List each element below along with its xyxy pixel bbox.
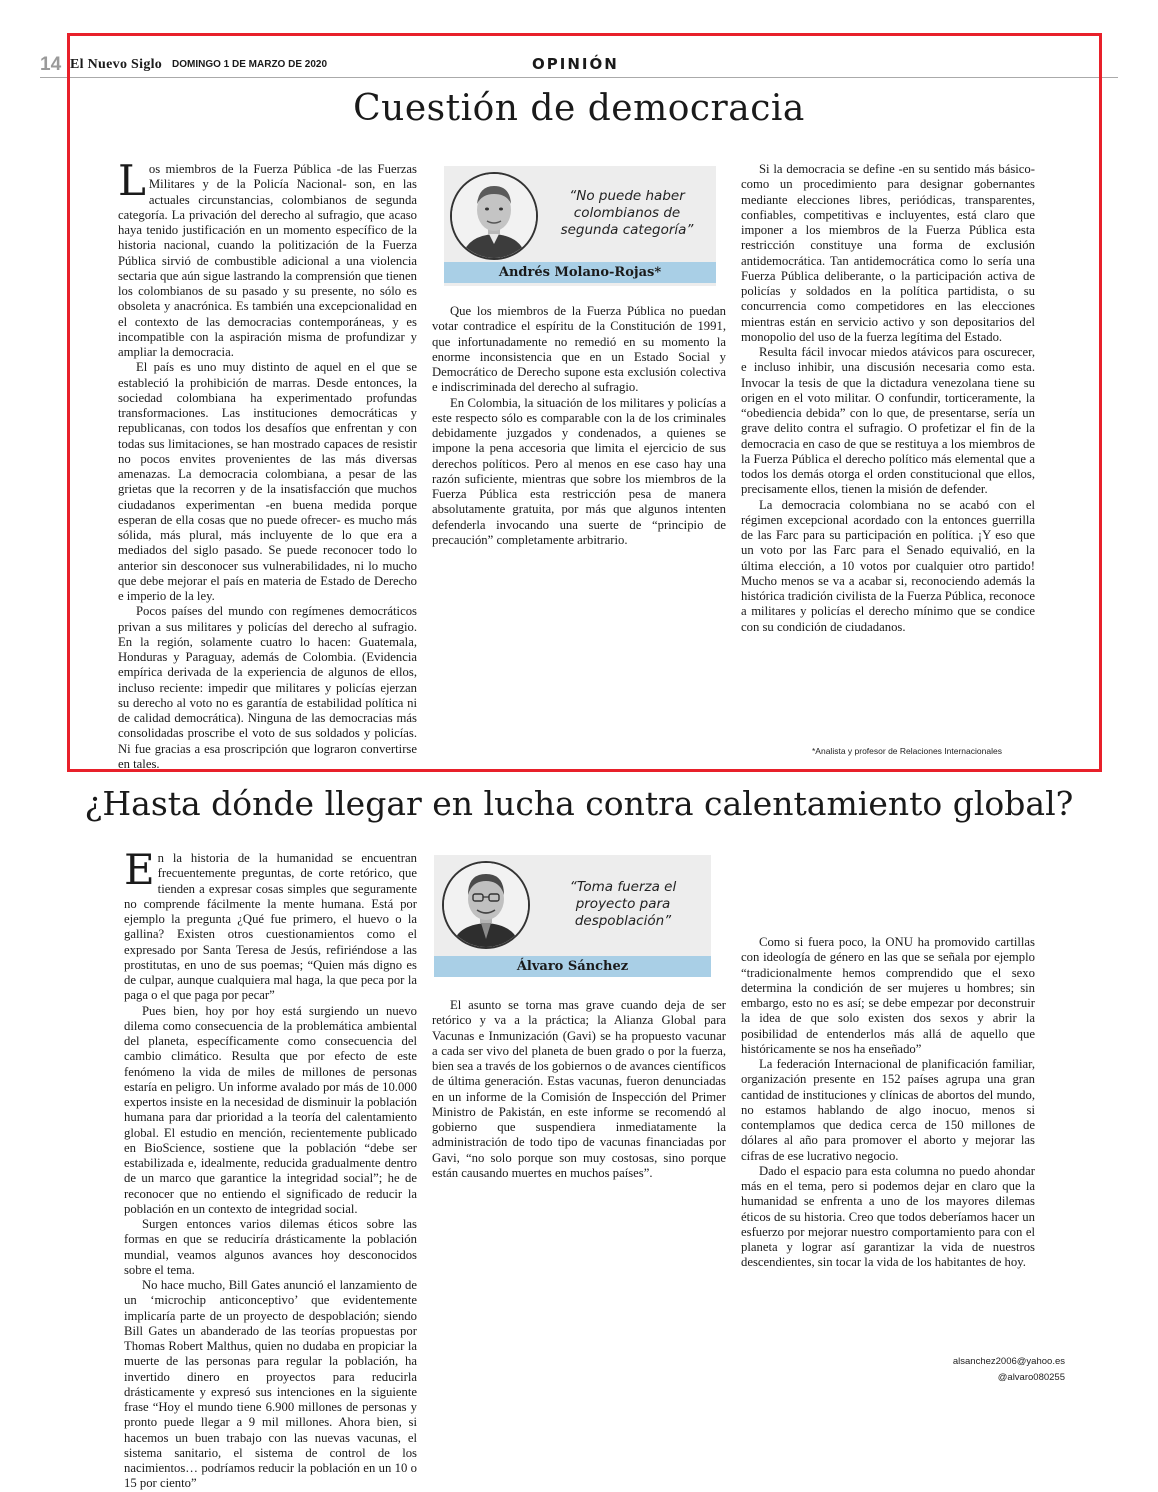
article2-paragraph: En la historia de la humanidad se encuentran frecuentemente preguntas, de corte retórico, que tienden a expresar cosas simples que seguramente no comprende fácilmente la mente humana. Está por ejemplo la pregunta ¿Qué fue primero, el huevo o la gallina? Existen otros cuestionamientos como el expresado por Santa Teresa de Jesús, refiriéndose a las prostitutas, en uno de sus poemas; “Quien más digno es de culpar, aunque cualquiera mal haga, la que peca por la paga o el que paga por pecar” [124, 845, 417, 1003]
page-number: 14 [40, 54, 62, 75]
section-title: OPINIÓN [532, 55, 619, 73]
article1-paragraph: Los miembros de la Fuerza Pública -de las Fuerzas Militares y de la Policía Nacional- son, en las actuales circunstancias, colombianos de segunda categoría. La privación del derecho al sufragio, que acaso haya tenido justificación en un momento específico de la historia nacional, cuando la politización de la Fuerza Pública sirvió de combustible adicional a una violencia sectaria que aún sigue lastrando la comprensión que tienen los colombianos de su pasado y su presente, no sólo es obsoleta y anacrónica. Es también una excepcionalidad en el contexto de las democracias contemporáneas, y es incompatible con la aspiración misma de profundizar y ampliar la democracia. [118, 156, 417, 359]
pull-quote: “No puede haber colombianos de segunda categoría” [560, 188, 694, 238]
article2-paragraph: Surgen entonces varios dilemas éticos sobre las formas en que se reduciría drásticamente la población mundial, veamos algunos avances hoy desconocidos sobre el tema. [124, 1217, 417, 1277]
article1-column-1 [118, 156, 417, 772]
article2-paragraph: Pues bien, hoy por hoy está surgiendo un nuevo dilema como consecuencia de la problemática ambiental del planeta, específicamente como consecuencia del cambio climático. Resulta que por efecto de este fenómeno la vida de miles de millones de personas estaría en peligro. Un informe avalado por más de 10.000 expertos insiste en la necesidad de disminuir la población humana para dar prioridad a la teoría del calentamiento global. El estudio en mención, recientemente publicado en BioScience, sostiene que la población “debe ser estabilizada e, idealmente, reducida gradualmente dentro de un marco que garantice la integridad social”; he de reconocer que no entiendo el significado de reducir la población en un contexto de integridad social. [124, 1003, 417, 1216]
paper-name: El Nuevo Siglo [70, 57, 163, 72]
article1-paragraph: Pocos países del mundo con regímenes democráticos privan a sus militares y policías del derecho al sufragio. En la región, solamente cuatro lo hacen: Guatemala, Honduras y Paraguay, además de Colombia. (Evidencia empírica derivada de la experiencia de algunos de ellos, incluso reciente: impedir que militares y policías ejerzan su derecho al voto no es garantía de estabilidad política ni de calidad democrática). Ninguna de las democracias más consolidadas proscribe el voto de sus soldados y policías. Ni fue gracias a esa proscripción que lograron convertirse en tales. [118, 604, 417, 771]
author-social-handle: @alvaro080255 [997, 1372, 1065, 1383]
article2-paragraph: Dado el espacio para esta columna no puedo ahondar más en el tema, pero si podemos dejar en claro que la humanidad se enfrenta a uno de los mayores dilemas éticos de su historia. Creo que todos deberíamos hacer un esfuerzo por mejorar nuestro comportamiento para con el planeta y lograr así garantizar la vida de nuestros descendientes, sin tocar la vida de los habitantes de hoy. [741, 1163, 1035, 1270]
article2-paragraph: No hace mucho, Bill Gates anunció el lanzamiento de un ‘microchip anticonceptivo’ que evidentemente implicaría parte de un proyecto de despoblación; siendo Bill Gates un abanderado de las teorías propuestas por Thomas Robert Malthus, quien no dudaba en propiciar la muerte de las personas para regular la población, ha invertido dinero en proyectos para reducirla drásticamente y expresó sus intenciones en la siguiente frase “Hoy el mundo tiene 6.900 millones de personas y pronto puede llegar a 9 mil millones. Ahora bien, si hacemos un buen trabajo con las nuevas vacunas, el sistema sanitario, el sistema de control de los nacimientos… podríamos reducir la población en un 10 o 15 por ciento” [124, 1278, 417, 1491]
article1-title: Cuestión de democracia [353, 88, 805, 129]
article1-paragraph: Que los miembros de la Fuerza Pública no puedan votar contradice el espíritu de la Constitución de 1991, que infortunadamente no remedió en su momento la enorme inconsistencia que en un Estado Social y Democrático de Derecho supone esta exclusión colectiva e indiscriminada del derecho al sufragio. [432, 304, 726, 395]
dropcap: E [124, 845, 155, 894]
article1-paragraph: El país es uno muy distinto de aquel en el que se estableció la prohibición de marras. Desde entonces, la sociedad colombiana ha experimentado profundas transformaciones. Las instituciones democráticas y republicanas, con todos los desafíos que enfrentan y con todas sus limitaciones, se han mostrado capaces de resistir no pocos envites provenientes de las más diversas amenazas. La democracia colombiana, a pesar de las grietas que la recorren y de la insatisfacción que muchos ciudadanos experimentan -en buena medida porque esperan de ella cosas que no puede ofrecer- es mucho más sólida, más plural, más incluyente de lo que era a mediados del siglo pasado. Se puede reconocer todo lo anterior sin desconocer sus vulnerabilidades, ni lo mucho que debe mejorar el país en materia de Estado de Derecho e imperio de la ley. [118, 360, 417, 603]
article1-paragraph: En Colombia, la situación de los militares y policías a este respecto sólo es comparable con la de los criminales debidamente juzgados y condenados, a quienes se impone la pena accesoria que limita el ejercicio de sus derechos políticos. Pero al menos en ese caso hay una razón suficiente, mientras que sobre los miembros de la Fuerza Pública esta restricción pesa de manera absolutamente gratuita, por más que algunos intenten defenderla invocando una suerte de “principio de precaución” completamente arbitrario. [432, 395, 726, 547]
article1-paragraph: Si la democracia se define -en su sentido más básico- como un procedimiento para designar gobernantes mediante elecciones libres, periódicas, transparentes, confiables, competitivas e incluyentes, está claro que imponer a los miembros de la Fuerza Pública esta restricción constituye una forma de exclusión antidemocrática. Tan antidemocrática como lo sería una Fuerza Pública deliberante, o la participación activa de policías y soldados en la política partidista, o su concurrencia como competidores en las elecciones mientras están en servicio activo y son depositarios del monopolio del uso de la fuerza legítima del Estado. [741, 162, 1035, 344]
article2-title: ¿Hasta dónde llegar en lucha contra calentamiento global? [84, 784, 1074, 823]
article1-paragraph: Resulta fácil invocar miedos atávicos para oscurecer, e incluso inhibir, una discusión necesaria como esta. Invocar la tesis de que la dictadura venezolana tiene su origen en el voto militar. O confundir, torticeramente, la “obediencia debida” con lo que, de presentarse, sería un grave delito contra el sufragio. O profetizar el fin de la democracia en caso de que se restituya a los miembros de la Fuerza Pública el derecho político más elemental que a todos los demás otorga el orden constitucional que ellos, precisamente ellos, tienen la misión de defender. [741, 345, 1035, 497]
author-email: alsanchez2006@yahoo.es [952, 1356, 1065, 1367]
article2-paragraph: La federación Internacional de planificación familiar, organización presente en 152 países agrupa una gran cantidad de instituciones y clínicas de abortos del mundo, no estamos hablando de algo inocuo, menos si contemplamos que dedica cerca de 150 millones de dólares al año para promover el aborto y mejorar las cifras de ese lucrativo negocio. [741, 1057, 1035, 1163]
article2-paragraph: El asunto se torna mas grave cuando deja de ser retórico y va a la práctica; la Alianza Global para Vacunas e Inmunización (Gavi) se ha propuesto vacunar a cada ser vivo del planeta de buen grado o por la fuerza, bien sea a través de los gobiernos o de avances científicos de última generación. Estas vacunas, fueron denunciadas en un informe de la Comisión de Inspección del Primer Ministro de Pakistán, en este informe se recomendó al gobierno que suspendiera inmediatamente la administración de todo tipo de vacunas financiadas por Gavi, “no solo porque son muy costosas, sino porque están causando muertes en muchos países”. [432, 998, 726, 1180]
dropcap: L [118, 156, 146, 205]
article2-column-2 [432, 998, 726, 1181]
pull-quote: “Toma fuerza el proyecto para despoblación” [569, 879, 677, 929]
article2-column-1 [124, 845, 417, 1492]
article2-paragraph: Como si fuera poco, la ONU ha promovido cartillas con ideología de género en las que se señala por ejemplo “tradicionalmente hemos comprendido que el sexo determina la condición de ser mujeres u hombres; sin embargo, esto no es así; se debe empezar por deconstruir la idea de que solo existen dos sexos y abrir la posibilidad de entenderlos más allá de aquello que históricamente se nos ha enseñado” [741, 935, 1035, 1056]
author-name: Álvaro Sánchez [434, 956, 711, 977]
article1-paragraph: La democracia colombiana no se acabó con el régimen excepcional acordado con la entonces guerrilla de las Farc para su participación en política. ¡Y eso que un voto por las Farc para el Senado equivalió, en la última elección, a 10 votos por cualquier otro partido! Mucho menos se va a acabar si, reconociendo además la histórica tradición civilista de la Fuerza Pública, reconoce a militares y policías el derecho mínimo que se condice con su condición de ciudadanos. [741, 497, 1035, 634]
author-photo [450, 172, 538, 260]
author-name: Andrés Molano-Rojas* [444, 262, 716, 283]
article2-column-3 [741, 935, 1035, 1271]
publication-date: DOMINGO 1 DE MARZO DE 2020 [172, 59, 328, 70]
article1-column-3 [741, 162, 1035, 635]
article1-column-2 [432, 304, 726, 548]
author-photo [442, 861, 530, 949]
author-footnote: *Analista y profesor de Relaciones Internacionales [812, 746, 1002, 756]
